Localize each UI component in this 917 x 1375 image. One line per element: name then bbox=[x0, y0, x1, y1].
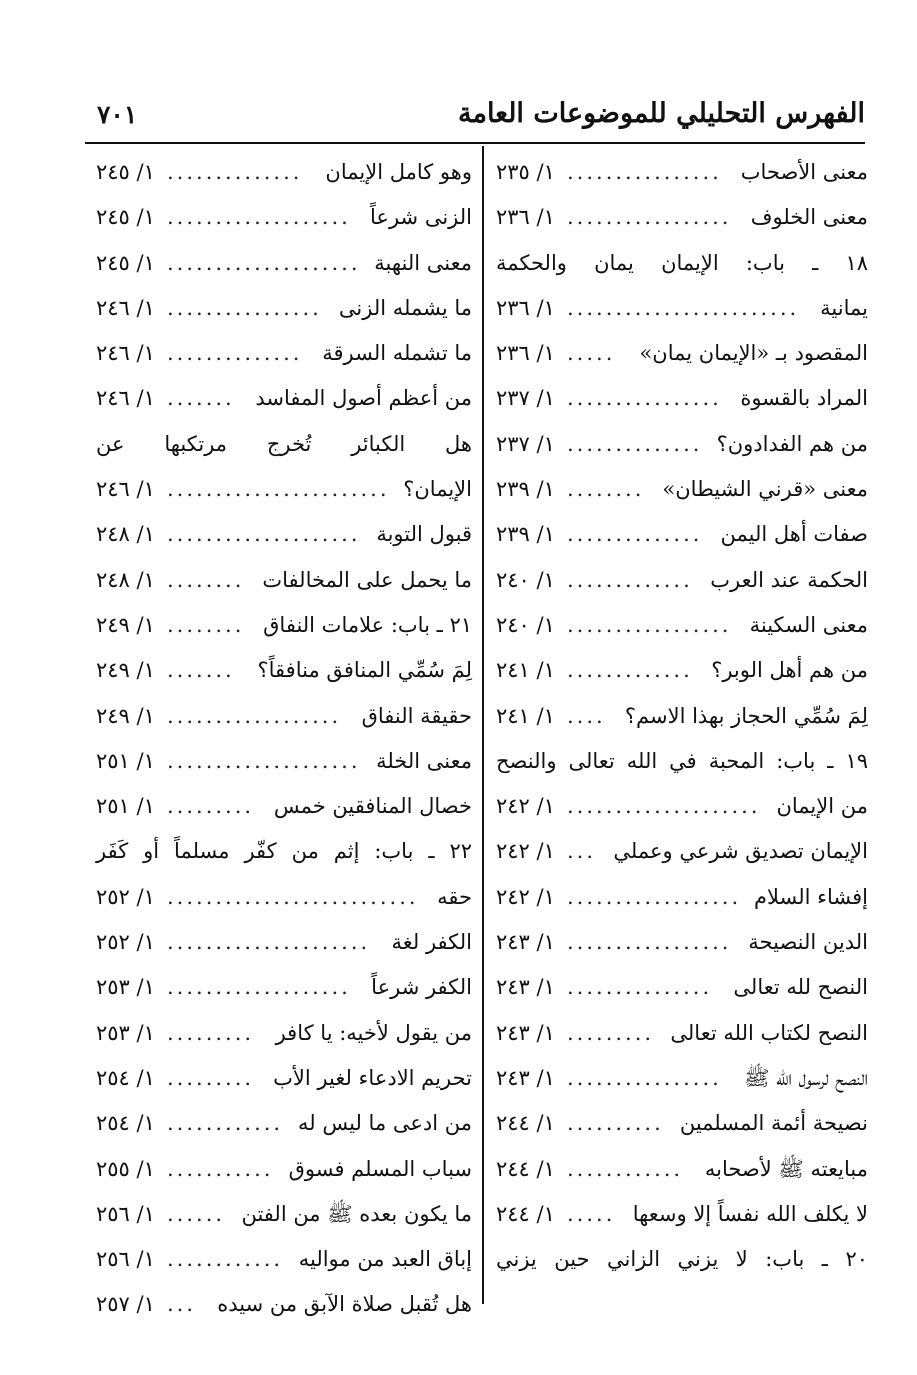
index-entry-label: نصيحة أئمة المسلمين bbox=[679, 1111, 868, 1136]
index-entry-label: النصح لكتاب الله تعالى bbox=[670, 1020, 868, 1045]
leader-dots: ........ bbox=[167, 567, 245, 592]
index-entry bbox=[96, 331, 472, 376]
index-entry-label: وهو كامل الإيمان bbox=[325, 160, 472, 184]
index-entry-reference: ١/ ٢٤٣ bbox=[496, 1020, 555, 1045]
index-entry bbox=[496, 331, 868, 376]
leader-dots: ............. bbox=[567, 658, 693, 683]
index-entry bbox=[96, 467, 472, 512]
index-entry bbox=[96, 286, 472, 331]
index-entry-reference: ١/ ٢٤٣ bbox=[496, 975, 555, 1000]
index-entry-label: ما يكون بعده ﷺ من الفتن bbox=[241, 1201, 472, 1226]
index-entry bbox=[496, 784, 868, 829]
leader-dots: ................... bbox=[167, 975, 351, 1000]
index-entry bbox=[96, 376, 472, 421]
index-entry-label: الحكمة عند العرب bbox=[710, 567, 868, 592]
index-entry-reference: ١/ ٢٥٣ bbox=[96, 975, 155, 1000]
index-entry-label: الكفر لغة bbox=[391, 930, 472, 955]
index-entry-label: سباب المسلم فسوق bbox=[288, 1156, 472, 1181]
index-entry-reference: ١/ ٢٤٣ bbox=[496, 930, 555, 955]
index-entry-reference: ١/ ٢٤٦ bbox=[96, 341, 155, 366]
leader-dots: .................... bbox=[167, 748, 361, 773]
running-title: الفهرس التحليلي للموضوعات العامة bbox=[458, 98, 865, 129]
index-entry-label: معنى «قرني الشيطان» bbox=[662, 477, 868, 502]
index-entry-reference: ١/ ٢٥٣ bbox=[96, 1020, 155, 1045]
index-entry-label: من هم الفدادون؟ bbox=[716, 431, 868, 456]
index-entry-reference: ١/ ٢٥٦ bbox=[96, 1201, 155, 1226]
leader-dots: ............ bbox=[567, 1156, 684, 1181]
index-entry-label: ما تشمله السرقة bbox=[322, 341, 472, 366]
index-entry-reference: ١/ ٢٤٤ bbox=[496, 1201, 555, 1226]
index-entry-label: إباق العبد من مواليه bbox=[298, 1247, 472, 1272]
leader-dots: .............. bbox=[167, 341, 303, 366]
index-entry bbox=[96, 1056, 472, 1101]
leader-dots: ................. bbox=[567, 612, 732, 637]
index-entry bbox=[496, 603, 868, 648]
index-entry-label: من ادعى ما ليس له bbox=[298, 1111, 472, 1136]
leader-dots: ............... bbox=[567, 975, 713, 1000]
index-entry-label: لِمَ سُمِّي المنافق منافقاً؟ bbox=[257, 658, 472, 683]
index-entry-reference: ١/ ٢٥٦ bbox=[96, 1247, 155, 1272]
index-entry-reference: ١/ ٢٤٤ bbox=[496, 1111, 555, 1136]
index-entry-reference: ١/ ٢٥٥ bbox=[96, 1156, 155, 1181]
leader-dots: ... bbox=[167, 1292, 197, 1317]
index-entry bbox=[96, 739, 472, 784]
index-entry-reference: ١/ ٢٤٦ bbox=[96, 295, 155, 320]
index-entry bbox=[96, 241, 472, 286]
index-entry-reference: ١/ ٢٤٢ bbox=[496, 794, 555, 819]
index-entry-reference: ١/ ٢٣٩ bbox=[496, 522, 555, 547]
index-entry bbox=[96, 1237, 472, 1282]
index-entry-reference: ١/ ٢٥٢ bbox=[96, 884, 155, 909]
index-entry bbox=[96, 1282, 472, 1327]
index-entry-reference: ١/ ٢٥٤ bbox=[96, 1065, 155, 1090]
index-entry bbox=[96, 1101, 472, 1146]
index-entry bbox=[496, 920, 868, 965]
index-entry-label: معنى الخلوف bbox=[750, 205, 868, 230]
leader-dots: .......................... bbox=[167, 884, 419, 909]
index-entry bbox=[496, 241, 868, 286]
leader-dots: ................. bbox=[567, 205, 732, 230]
leader-dots: ......... bbox=[167, 794, 255, 819]
index-entry bbox=[496, 1147, 868, 1192]
leader-dots: ................. bbox=[567, 930, 732, 955]
index-entry bbox=[96, 784, 472, 829]
index-entry-reference: ١/ ٢٤٦ bbox=[96, 386, 155, 411]
index-entry-label: ما يشمله الزنى bbox=[338, 295, 472, 320]
index-entry-label: من أعظم أصول المفاسد bbox=[255, 386, 472, 411]
index-entry-label: من هم أهل الوبر؟ bbox=[711, 658, 868, 683]
index-entry bbox=[96, 558, 472, 603]
leader-dots: .... bbox=[567, 703, 606, 728]
index-entry-reference: ١/ ٢٤١ bbox=[496, 703, 555, 728]
index-entry-label: ٢٠ ـ باب: لا يزني الزاني حين يزني bbox=[496, 1247, 868, 1272]
index-entry-label: الكفر شرعاً bbox=[371, 975, 472, 1000]
index-entry-label: ١٨ ـ باب: الإيمان يمان والحكمة bbox=[496, 250, 868, 275]
index-entry-reference: ١/ ٢٣٦ bbox=[496, 295, 555, 320]
index-entry-label: يمانية bbox=[820, 295, 868, 320]
index-entry bbox=[496, 829, 868, 874]
leader-dots: ............. bbox=[567, 567, 693, 592]
leader-dots: .................... bbox=[167, 250, 361, 275]
leader-dots: ........................ bbox=[567, 295, 800, 320]
index-column-left bbox=[96, 150, 472, 1328]
index-entry-reference: ١/ ٢٣٦ bbox=[496, 205, 555, 230]
index-entry bbox=[496, 648, 868, 693]
index-entry-label: النصح لرسول الله ﷺ bbox=[744, 1065, 868, 1090]
index-entry-label: الدين النصيحة bbox=[748, 930, 868, 955]
index-entry-reference: ١/ ٢٤٥ bbox=[96, 160, 155, 184]
index-entry bbox=[496, 739, 868, 784]
leader-dots: ........... bbox=[167, 1156, 274, 1181]
index-entry-reference: ١/ ٢٥٤ bbox=[96, 1111, 155, 1136]
index-entry-label: قبول التوبة bbox=[376, 522, 472, 547]
index-entry bbox=[96, 422, 472, 467]
leader-dots: ...... bbox=[167, 1201, 226, 1226]
index-entry-label: هل الكبائر تُخرج مرتكبها عن bbox=[96, 431, 472, 456]
leader-dots: ................ bbox=[167, 295, 322, 320]
leader-dots: ....... bbox=[167, 386, 235, 411]
index-entry bbox=[496, 965, 868, 1010]
index-entry-label: معنى النهبة bbox=[374, 250, 472, 275]
index-entry bbox=[496, 1192, 868, 1237]
index-entry bbox=[496, 1056, 868, 1101]
index-entry-reference: ١/ ٢٤٩ bbox=[96, 703, 155, 728]
index-column-right bbox=[496, 150, 868, 1282]
index-entry-label: لِمَ سُمِّي الحجاز بهذا الاسم؟ bbox=[624, 703, 868, 728]
leader-dots: .................... bbox=[167, 522, 361, 547]
index-entry-label: معنى الأصحاب bbox=[740, 160, 868, 184]
index-entry bbox=[96, 965, 472, 1010]
index-entry-reference: ١/ ٢٤٠ bbox=[496, 612, 555, 637]
index-entry-reference: ١/ ٢٣٦ bbox=[496, 341, 555, 366]
index-entry bbox=[496, 512, 868, 557]
index-entry-label: مبايعته ﷺ لأصحابه bbox=[704, 1156, 868, 1181]
index-entry-reference: ١/ ٢٤٢ bbox=[496, 839, 555, 864]
index-entry-reference: ١/ ٢٤٨ bbox=[96, 522, 155, 547]
leader-dots: .............. bbox=[567, 522, 703, 547]
index-entry bbox=[96, 875, 472, 920]
leader-dots: ....................... bbox=[167, 477, 390, 502]
index-entry bbox=[96, 1147, 472, 1192]
leader-dots: .................... bbox=[567, 794, 761, 819]
index-entry bbox=[96, 195, 472, 240]
leader-dots: ................ bbox=[567, 160, 722, 184]
leader-dots: ................ bbox=[567, 1065, 722, 1090]
index-entry-label: الزنى شرعاً bbox=[370, 205, 472, 230]
index-entry bbox=[496, 150, 868, 195]
index-entry-label: تحريم الادعاء لغير الأب bbox=[273, 1065, 472, 1090]
leader-dots: ....... bbox=[167, 658, 235, 683]
index-entry bbox=[496, 422, 868, 467]
index-entry-label: خصال المنافقين خمس bbox=[273, 794, 472, 819]
index-entry-reference: ١/ ٢٥٢ bbox=[96, 930, 155, 955]
index-entry bbox=[496, 467, 868, 512]
leader-dots: .......... bbox=[567, 1111, 664, 1136]
index-entry-reference: ١/ ٢٥١ bbox=[96, 748, 155, 773]
index-entry-reference: ١/ ٢٣٩ bbox=[496, 477, 555, 502]
leader-dots: ................ bbox=[567, 386, 722, 411]
index-entry-label: ٢٢ ـ باب: إثم من كفّر مسلماً أو كَفَر bbox=[96, 839, 472, 864]
index-entry-label: هل تُقبل صلاة الآبق من سيده bbox=[217, 1292, 472, 1317]
leader-dots: ........ bbox=[567, 477, 645, 502]
column-divider bbox=[482, 146, 484, 1304]
index-entry-reference: ١/ ٢٤٨ bbox=[96, 567, 155, 592]
page-number: ٧٠١ bbox=[97, 100, 138, 129]
index-entry bbox=[96, 829, 472, 874]
index-entry-reference: ١/ ٢٤٦ bbox=[96, 477, 155, 502]
index-entry-label: ١٩ ـ باب: المحبة في الله تعالى والنصح bbox=[496, 748, 868, 773]
index-entry bbox=[496, 1101, 868, 1146]
index-entry-label: الإيمان تصديق شرعي وعملي bbox=[613, 839, 868, 864]
index-entry-reference: ١/ ٢٥١ bbox=[96, 794, 155, 819]
index-entry-label: إفشاء السلام bbox=[753, 884, 868, 909]
index-entry-label: النصح لله تعالى bbox=[733, 975, 868, 1000]
leader-dots: ......... bbox=[167, 1065, 255, 1090]
leader-dots: ............ bbox=[167, 1111, 284, 1136]
index-entry-label: صفات أهل اليمن bbox=[720, 522, 868, 547]
index-entry-reference: ١/ ٢٤٠ bbox=[496, 567, 555, 592]
index-entry-reference: ١/ ٢٤٥ bbox=[96, 205, 155, 230]
index-entry-reference: ١/ ٢٤٢ bbox=[496, 884, 555, 909]
leader-dots: ................... bbox=[167, 205, 351, 230]
index-entry bbox=[496, 1011, 868, 1056]
index-entry-label: من الإيمان bbox=[776, 794, 868, 819]
index-entry-reference: ١/ ٢٤١ bbox=[496, 658, 555, 683]
index-entry-reference: ١/ ٢٤٤ bbox=[496, 1156, 555, 1181]
index-entry-reference: ١/ ٢٤٥ bbox=[96, 250, 155, 275]
leader-dots: .................. bbox=[567, 884, 742, 909]
leader-dots: ......... bbox=[567, 1020, 655, 1045]
index-entry-label: معنى السكينة bbox=[749, 612, 868, 637]
index-entry bbox=[96, 1192, 472, 1237]
leader-dots: ..... bbox=[567, 1201, 616, 1226]
index-entry bbox=[496, 376, 868, 421]
index-entry-label: المقصود بـ «الإيمان يمان» bbox=[639, 341, 868, 366]
leader-dots: ........ bbox=[167, 612, 245, 637]
leader-dots: .............. bbox=[167, 160, 303, 184]
index-entry-label: معنى الخلة bbox=[376, 748, 472, 773]
index-entry-reference: ١/ ٢٣٧ bbox=[496, 431, 555, 456]
index-entry bbox=[96, 694, 472, 739]
index-entry-label: ٢١ ـ باب: علامات النفاق bbox=[263, 612, 472, 637]
index-entry bbox=[496, 195, 868, 240]
index-entry-label: من يقول لأخيه: يا كافر bbox=[275, 1020, 472, 1045]
index-entry-label: حقه bbox=[437, 884, 472, 909]
index-entry bbox=[96, 1011, 472, 1056]
leader-dots: .............. bbox=[567, 431, 703, 456]
index-entry-label: لا يكلف الله نفساً إلا وسعها bbox=[632, 1201, 868, 1226]
index-entry bbox=[496, 286, 868, 331]
index-entry-reference: ١/ ٢٤٩ bbox=[96, 612, 155, 637]
index-entry-label: حقيقة النفاق bbox=[361, 703, 472, 728]
index-entry-reference: ١/ ٢٤٣ bbox=[496, 1065, 555, 1090]
index-entry bbox=[496, 875, 868, 920]
index-entry bbox=[96, 648, 472, 693]
index-entry-label: ما يحمل على المخالفات bbox=[262, 567, 472, 592]
index-entry-reference: ١/ ٢٣٥ bbox=[496, 160, 555, 184]
index-entry bbox=[96, 920, 472, 965]
index-entry bbox=[96, 150, 472, 195]
index-entry-reference: ١/ ٢٥٧ bbox=[96, 1292, 155, 1317]
index-entry bbox=[96, 512, 472, 557]
index-entry bbox=[496, 1237, 868, 1282]
index-entry-label: المراد بالقسوة bbox=[740, 386, 868, 411]
index-entry bbox=[496, 558, 868, 603]
page-header bbox=[85, 92, 865, 144]
index-entry-label: الإيمان؟ bbox=[403, 477, 472, 502]
index-entry bbox=[96, 603, 472, 648]
leader-dots: .................. bbox=[167, 703, 342, 728]
index-entry-reference: ١/ ٢٤٩ bbox=[96, 658, 155, 683]
leader-dots: ............ bbox=[167, 1247, 284, 1272]
leader-dots: ......... bbox=[167, 1020, 255, 1045]
leader-dots: ..................... bbox=[167, 930, 371, 955]
index-entry-reference: ١/ ٢٣٧ bbox=[496, 386, 555, 411]
leader-dots: ..... bbox=[567, 341, 616, 366]
index-entry bbox=[496, 694, 868, 739]
leader-dots: ... bbox=[567, 839, 597, 864]
